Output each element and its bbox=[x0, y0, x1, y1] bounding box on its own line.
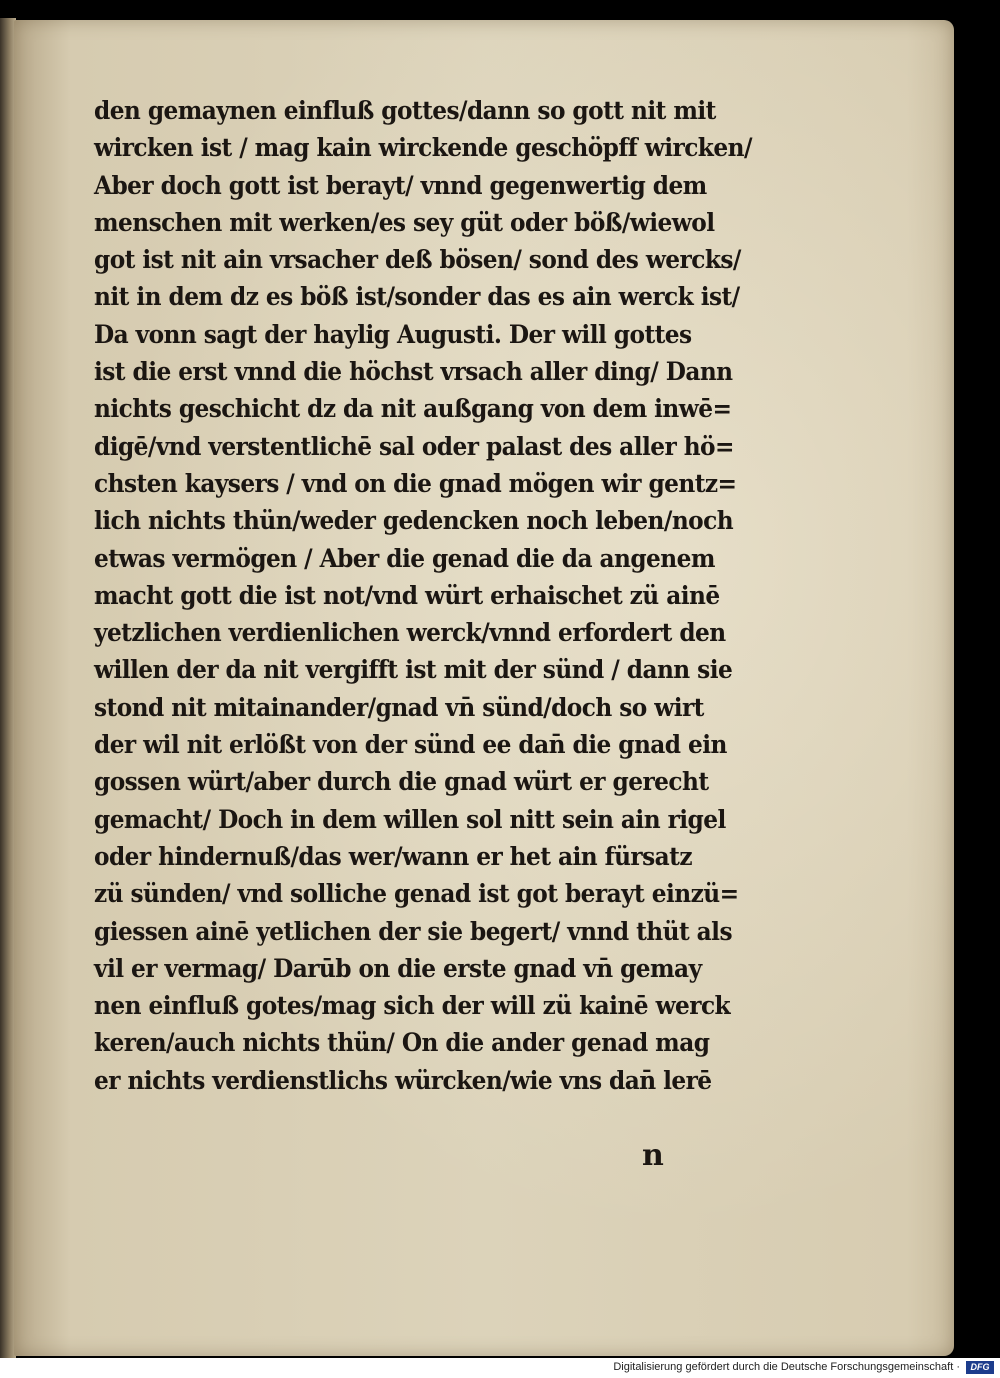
text-line: macht gott die ist not/vnd würt erhaischet zü ainē bbox=[94, 580, 720, 610]
text-line: wircken ist / mag kain wirckende geschöpff wircken/ bbox=[94, 133, 752, 163]
text-line: Da vonn sagt der haylig Augusti. Der will gottes bbox=[94, 319, 692, 349]
text-line: oder hindernuß/das wer/wann er het ain fürsatz bbox=[94, 841, 692, 871]
text-line: keren/auch nichts thün/ On die ander genad mag bbox=[94, 1028, 710, 1058]
text-line: nichts geschicht dz da nit außgang von dem inwē= bbox=[94, 394, 732, 424]
text-line: den gemaynen einfluß gottes/dann so gott nit mit bbox=[94, 96, 716, 125]
text-line: chsten kaysers / vnd on die gnad mögen wir gentz= bbox=[94, 468, 737, 498]
text-line: lich nichts thün/weder gedencken noch leben/noch bbox=[94, 506, 734, 536]
text-line: zü sünden/ vnd solliche genad ist got berayt einzü= bbox=[94, 879, 739, 909]
text-line: stond nit mitainander/gnad vn̄ sünd/doch so wirt bbox=[94, 692, 704, 722]
text-line: der wil nit erlößt von der sünd ee dan̄ die gnad ein bbox=[94, 730, 727, 760]
text-line: yetzlichen verdienlichen werck/vnnd erfordert den bbox=[94, 618, 726, 648]
footer-bar bbox=[0, 1358, 1000, 1378]
text-block bbox=[94, 92, 794, 1099]
text-line: nen einfluß gotes/mag sich der will zü kainē werck bbox=[94, 991, 731, 1021]
text-line: vil er vermag/ Darūb on die erste gnad vn̄ gemay bbox=[94, 953, 702, 983]
text-line: etwas vermögen / Aber die genad die da angenem bbox=[94, 543, 715, 573]
text-line: er nichts verdienstlichs würcken/wie vns dan̄ lerē bbox=[94, 1065, 712, 1095]
text-line: gemacht/ Doch in dem willen sol nitt sein ain rigel bbox=[94, 804, 726, 834]
signature-mark: n bbox=[642, 1138, 664, 1173]
text-line: gossen würt/aber durch die gnad würt er gerecht bbox=[94, 767, 709, 797]
dfg-logo: DFG bbox=[966, 1361, 994, 1374]
text-line: willen der da nit vergifft ist mit der sünd / dann sie bbox=[94, 655, 733, 685]
text-line: menschen mit werken/es sey güt oder böß/wiewol bbox=[94, 207, 715, 237]
text-line: giessen ainē yetlichen der sie begert/ vnnd thüt als bbox=[94, 916, 732, 946]
text-line: got ist nit ain vrsacher deß bösen/ sond des wercks/ bbox=[94, 245, 741, 275]
text-line: ist die erst vnnd die höchst vrsach aller ding/ Dann bbox=[94, 357, 733, 387]
text-line: Aber doch gott ist berayt/ vnnd gegenwertig dem bbox=[94, 170, 707, 200]
book-page bbox=[14, 20, 954, 1356]
text-line: nit in dem dz es böß ist/sonder das es ain werck ist/ bbox=[94, 282, 740, 312]
text-line: digē/vnd verstentlichē sal oder palast des aller hö= bbox=[94, 431, 734, 461]
footer-credit-text: Digitalisierung gefördert durch die Deutsche Forschungsgemeinschaft · bbox=[613, 1361, 960, 1373]
